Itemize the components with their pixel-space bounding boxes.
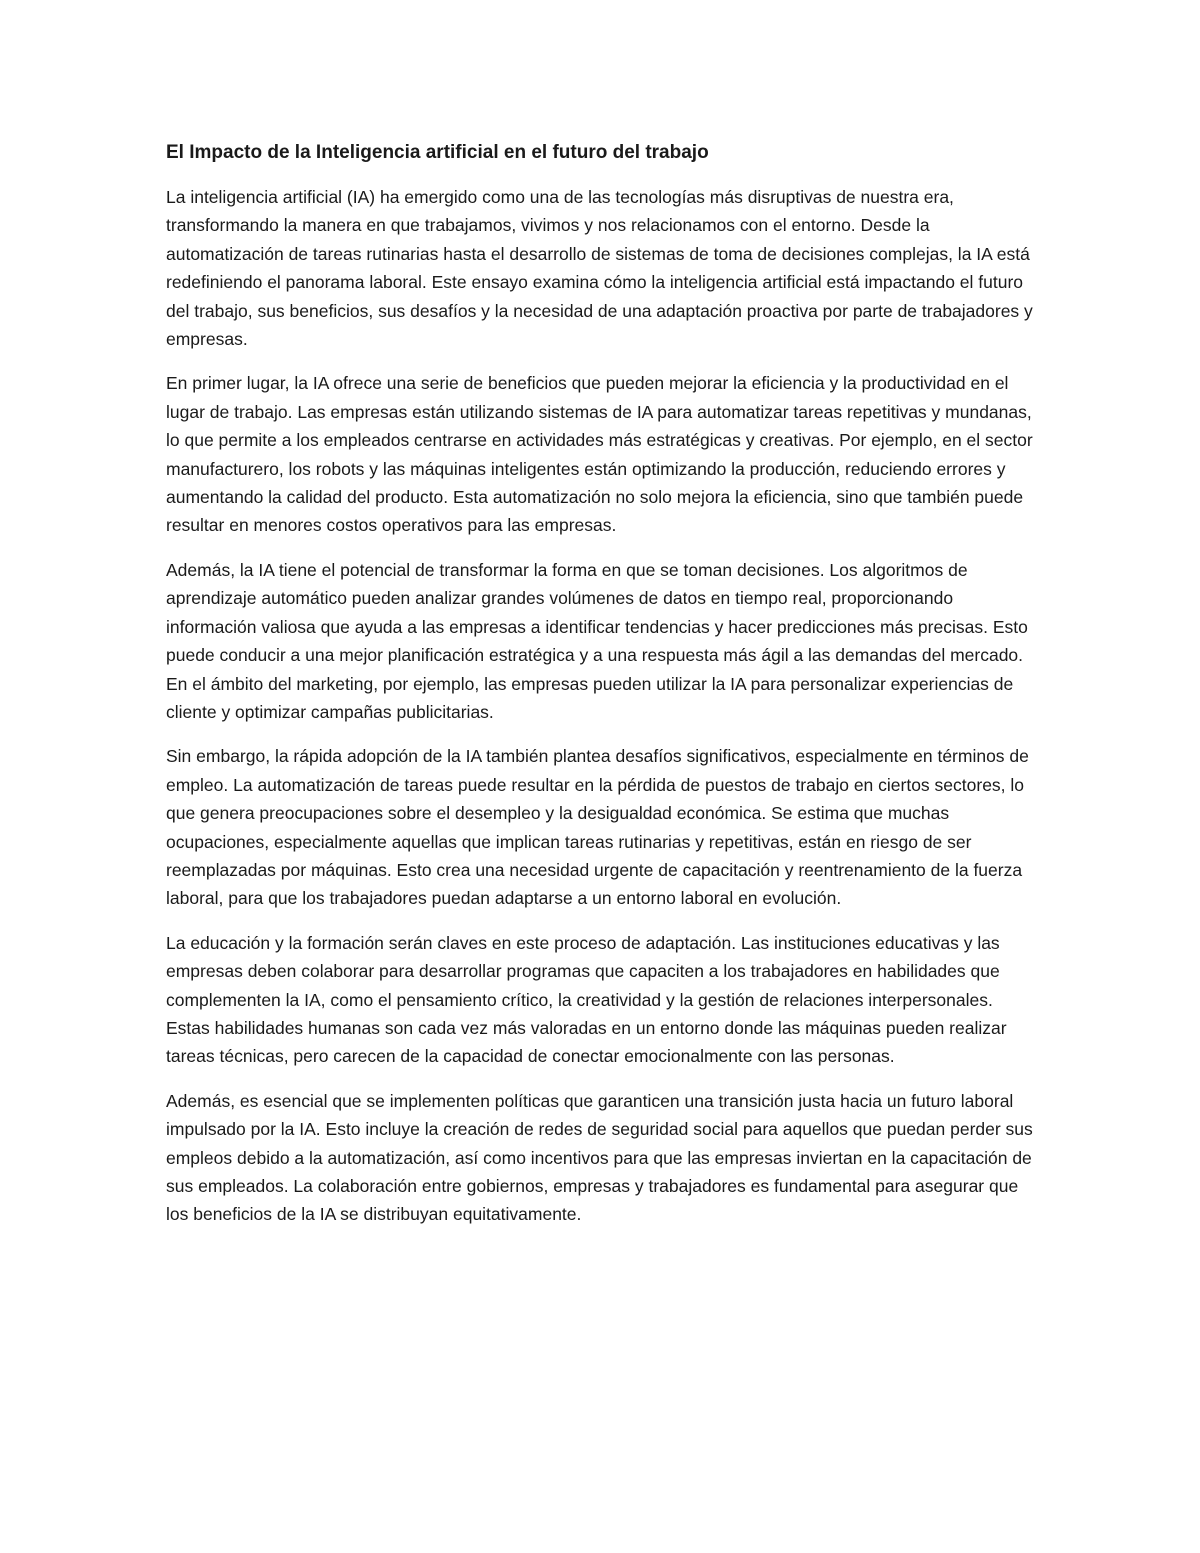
paragraph-challenges: Sin embargo, la rápida adopción de la IA también plantea desafíos significativos, especialmente en términos de empleo. La automatización de tareas puede resultar en la pérdida de puestos de trabajo en ciertos sectores, lo que genera preocupaciones sobre el desempleo y la desigualdad económica. Se estima que muchas ocupaciones, especialmente aquellas que implican tareas rutinarias y repetitivas, están en riesgo de ser reemplazadas por máquinas. Esto crea una necesidad urgente de capacitación y reentrenamiento de la fuerza laboral, para que los trabajadores puedan adaptarse a un entorno laboral en evolución. [166,746,1029,909]
paragraph-intro: La inteligencia artificial (IA) ha emergido como una de las tecnologías más disruptivas de nuestra era, transformando la manera en que trabajamos, vivimos y nos relacionamos con el entorno. Desde la automatización de tareas rutinarias hasta el desarrollo de sistemas de toma de decisiones complejas, la IA está redefiniendo el panorama laboral. Este ensayo examina cómo la inteligencia artificial está impactando el futuro del trabajo, sus beneficios, sus desafíos y la necesidad de una adaptación proactiva por parte de trabajadores y empresas. [166,187,1033,350]
paragraph-education: La educación y la formación serán claves en este proceso de adaptación. Las instituciones educativas y las empresas deben colaborar para desarrollar programas que capaciten a los trabajadores en habilidades que complementen la IA, como el pensamiento crítico, la creatividad y la gestión de relaciones interpersonales. Estas habilidades humanas son cada vez más valoradas en un entorno donde las máquinas pueden realizar tareas técnicas, pero carecen de la capacidad de conectar emocionalmente con las personas. [166,932,1007,1067]
paragraph-benefits: En primer lugar, la IA ofrece una serie de beneficios que pueden mejorar la eficiencia y la productividad en el lugar de trabajo. Las empresas están utilizando sistemas de IA para automatizar tareas repetitivas y mundanas, lo que permite a los empleados centrarse en actividades más estratégicas y creativas. Por ejemplo, en el sector manufacturero, los robots y las máquinas inteligentes están optimizando la producción, reduciendo errores y aumentando la calidad del producto. Esta automatización no solo mejora la eficiencia, sino que también puede resultar en menores costos operativos para las empresas. [166,373,1033,536]
paragraph-decisions: Además, la IA tiene el potencial de transformar la forma en que se toman decisiones. Los algoritmos de aprendizaje automático pueden analizar grandes volúmenes de datos en tiempo real, proporcionando información valiosa que ayuda a las empresas a identificar tendencias y hacer predicciones más precisas. Esto puede conducir a una mejor planificación estratégica y a una respuesta más ágil a las demandas del mercado. En el ámbito del marketing, por ejemplo, las empresas pueden utilizar la IA para personalizar experiencias de cliente y optimizar campañas publicitarias. [166,559,1028,722]
document-title: El Impacto de la Inteligencia artificial en el futuro del trabajo [166,142,709,163]
document-body [166,139,1038,1245]
paragraph-policies: Además, es esencial que se implementen políticas que garanticen una transición justa hacia un futuro laboral impulsado por la IA. Esto incluye la creación de redes de seguridad social para aquellos que puedan perder sus empleos debido a la automatización, así como incentivos para que las empresas inviertan en la capacitación de sus empleados. La colaboración entre gobiernos, empresas y trabajadores es fundamental para asegurar que los beneficios de la IA se distribuyan equitativamente. [166,1090,1033,1225]
